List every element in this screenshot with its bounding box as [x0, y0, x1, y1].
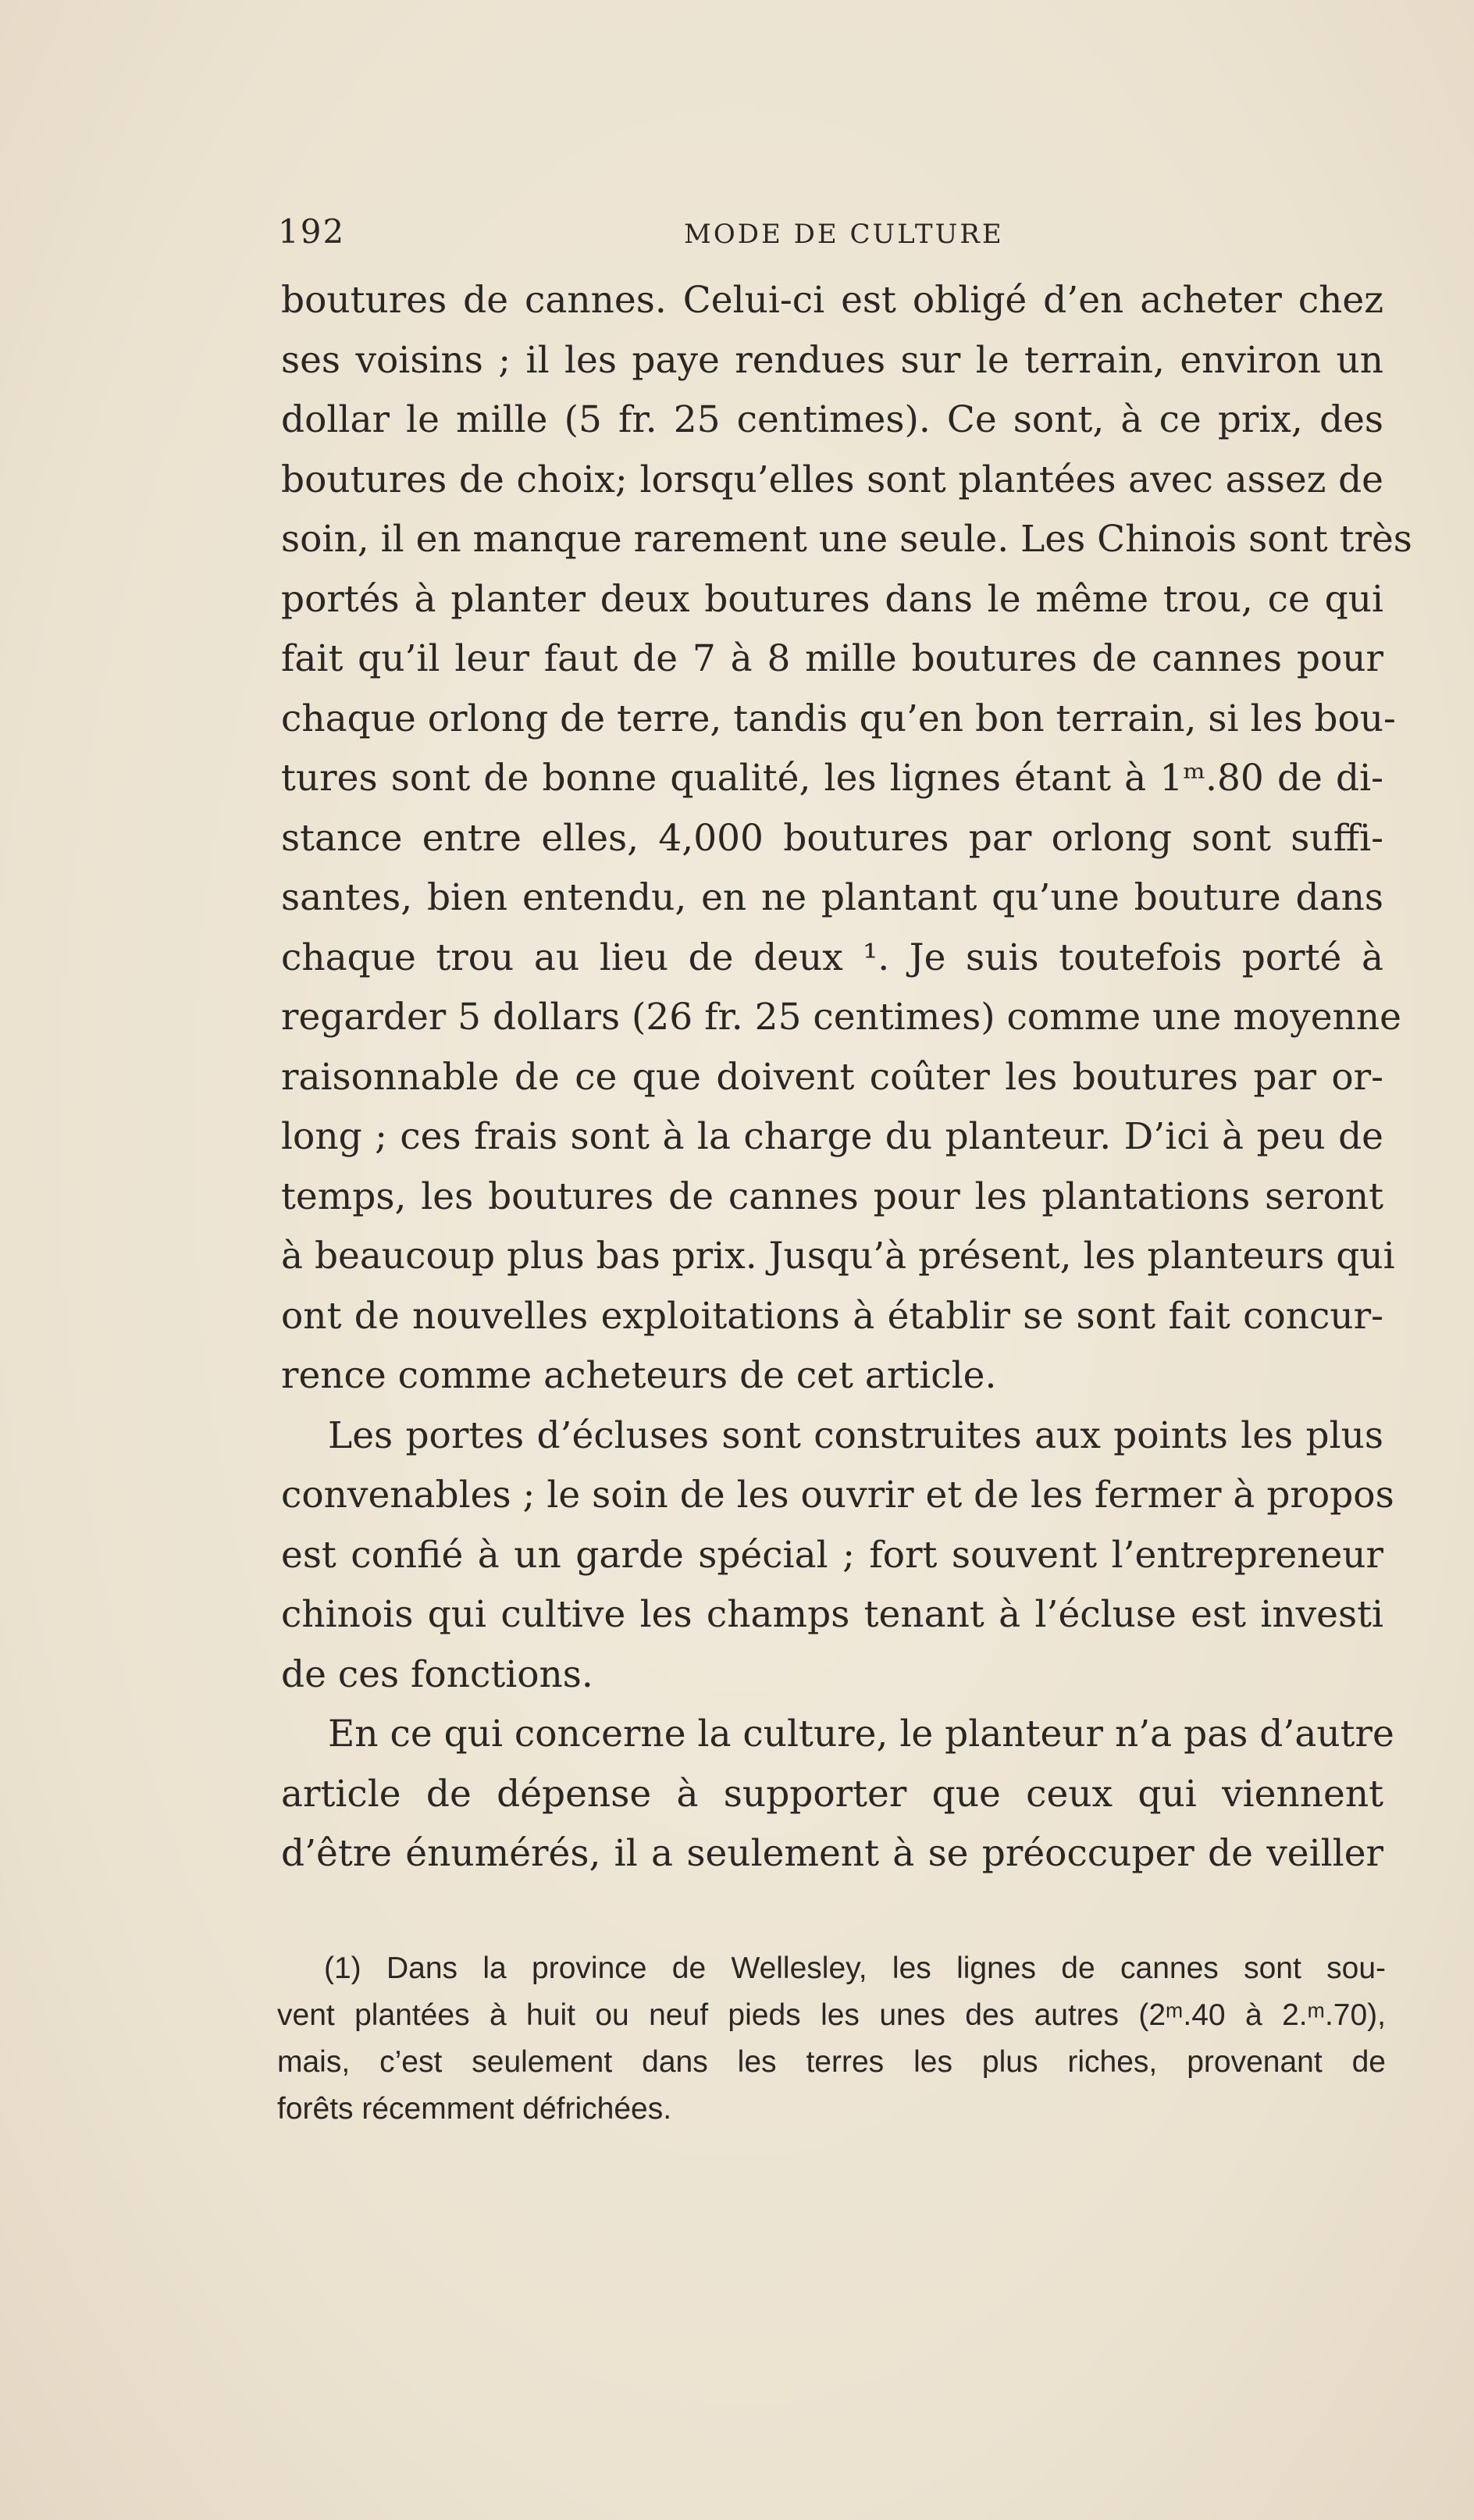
text-line: chaque orlong de terre, tandis qu’en bon terrain, si les bou-: [281, 697, 1396, 740]
text-line: En ce qui concerne la culture, le planteur n’a pas d’autre: [328, 1713, 1394, 1755]
footnotes: [277, 1945, 1386, 2133]
text-line: ses voisins ; il les paye rendues sur le terrain, environ un: [281, 338, 1383, 382]
text-line: raisonnable de ce que doivent coûter les boutures par or-: [281, 1055, 1383, 1099]
text-line: portés à planter deux boutures dans le même trou, ce qui: [281, 577, 1383, 621]
text-line: tures sont de bonne qualité, les lignes étant à 1ᵐ.80 de di-: [281, 757, 1383, 800]
footnote-line: vent plantées à huit ou neuf pieds les unes des autres (2ᵐ.40 à 2.ᵐ.70),: [277, 1998, 1386, 2032]
footnote-line: mais, c’est seulement dans les terres les plus riches, provenant de: [277, 2045, 1386, 2079]
text-line: chinois qui cultive les champs tenant à l’écluse est investi: [281, 1593, 1383, 1636]
text-line: d’être énumérés, il a seulement à se préoccuper de veiller: [281, 1832, 1383, 1875]
footnote-line: forêts récemment défrichées.: [277, 2092, 672, 2126]
text-line: à beaucoup plus bas prix. Jusqu’à présent, les planteurs qui: [281, 1235, 1395, 1278]
text-line: stance entre elles, 4,000 boutures par orlong sont suffi-: [281, 816, 1383, 860]
text-line: rence comme acheteurs de cet article.: [281, 1354, 997, 1397]
text-line: ont de nouvelles exploitations à établir se sont fait concur-: [281, 1294, 1383, 1338]
running-head: MODE DE CULTURE: [684, 219, 1004, 250]
text-line: fait qu’il leur faut de 7 à 8 mille boutures de cannes pour: [281, 637, 1383, 680]
text-line: boutures de choix; lorsqu’elles sont plantées avec assez de: [281, 458, 1383, 501]
text-line: convenables ; le soin de les ouvrir et de les fermer à propos: [281, 1474, 1394, 1517]
text-line: soin, il en manque rarement une seule. Les Chinois sont très: [281, 518, 1412, 561]
main-text: [281, 271, 1412, 1884]
text-line: chaque trou au lieu de deux ¹. Je suis toutefois porté à: [281, 936, 1383, 979]
text-line: regarder 5 dollars (26 fr. 25 centimes) comme une moyenne: [281, 996, 1401, 1039]
page-header: [278, 212, 1394, 259]
text-line: dollar le mille (5 fr. 25 centimes). Ce sont, à ce prix, des: [281, 398, 1383, 441]
text-line: boutures de cannes. Celui-ci est obligé d’en acheter chez: [281, 279, 1383, 322]
text-line: long ; ces frais sont à la charge du planteur. D’ici à peu de: [281, 1115, 1383, 1158]
text-line: est confié à un garde spécial ; fort souvent l’entrepreneur: [281, 1533, 1383, 1577]
text-line: temps, les boutures de cannes pour les plantations seront: [281, 1174, 1383, 1218]
text-line: Les portes d’écluses sont construites aux points les plus: [328, 1413, 1383, 1457]
footnote-line: (1) Dans la province de Wellesley, les lignes de cannes sont sou-: [324, 1951, 1386, 1985]
text-line: santes, bien entendu, en ne plantant qu’une bouture dans: [281, 876, 1383, 919]
text-line: article de dépense à supporter que ceux qui viennent: [281, 1772, 1383, 1816]
page-number: 192: [278, 212, 346, 251]
text-line: de ces fonctions.: [281, 1652, 593, 1696]
